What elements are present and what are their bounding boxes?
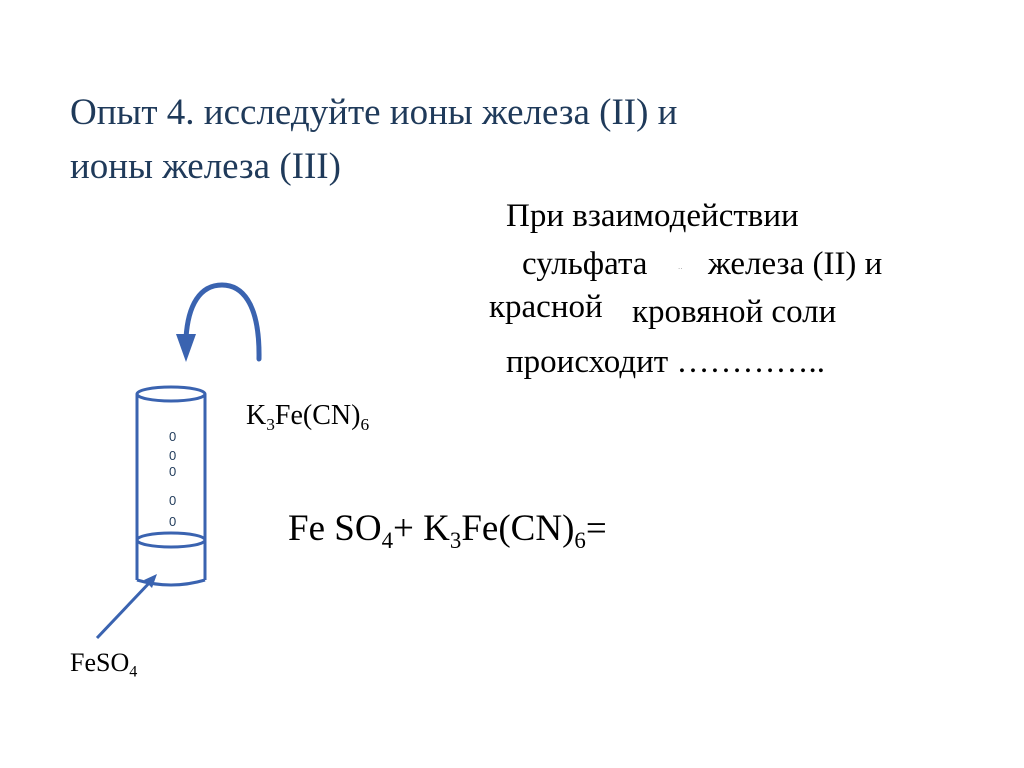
test-tube-icon (137, 387, 205, 585)
reagent-prefix: K (246, 400, 267, 431)
equation-sub-1: 4 (381, 528, 394, 554)
description-line-2a: сульфата (522, 246, 648, 282)
equation-sub-2: 3 (449, 528, 462, 554)
reagent-label (246, 399, 369, 433)
title-line-2: ионы железа (III) (70, 146, 341, 187)
curved-arrow-icon (176, 285, 259, 362)
description-line-3b: кровяной соли (632, 294, 837, 330)
pointer-arrow-icon (97, 574, 157, 638)
bubble: 0 (169, 448, 177, 463)
description-line-2b: железа (II) и (708, 246, 883, 282)
equation-sub-3: 6 (574, 528, 586, 554)
tube-label-sub: 4 (129, 663, 138, 681)
reagent-sub-1: 3 (266, 415, 275, 435)
reagent-middle: Fe(CN) (274, 400, 361, 431)
description-line-3a: красной (489, 289, 603, 325)
bubble: 0 (169, 464, 177, 479)
reaction-equation (288, 507, 607, 554)
title-line-1: Опыт 4. исследуйте ионы железа (II) и (70, 92, 678, 133)
reagent-sub-2: 6 (360, 415, 370, 435)
equation-part-2: + K (393, 508, 450, 549)
bubble: 0 (169, 429, 177, 444)
tube-label-main: FeSO (70, 648, 130, 677)
equation-part-1: Fe SO (288, 508, 382, 549)
description-line-2-dots: .. (678, 262, 683, 271)
bubble: 0 (169, 514, 177, 529)
bubble: 0 (169, 493, 177, 508)
tube-label (70, 647, 137, 679)
description-line-1: При взаимодействии (506, 198, 799, 234)
equation-part-4: = (585, 508, 607, 549)
equation-part-3: Fe(CN) (461, 508, 575, 549)
description-line-4: происходит ………….. (506, 344, 825, 380)
